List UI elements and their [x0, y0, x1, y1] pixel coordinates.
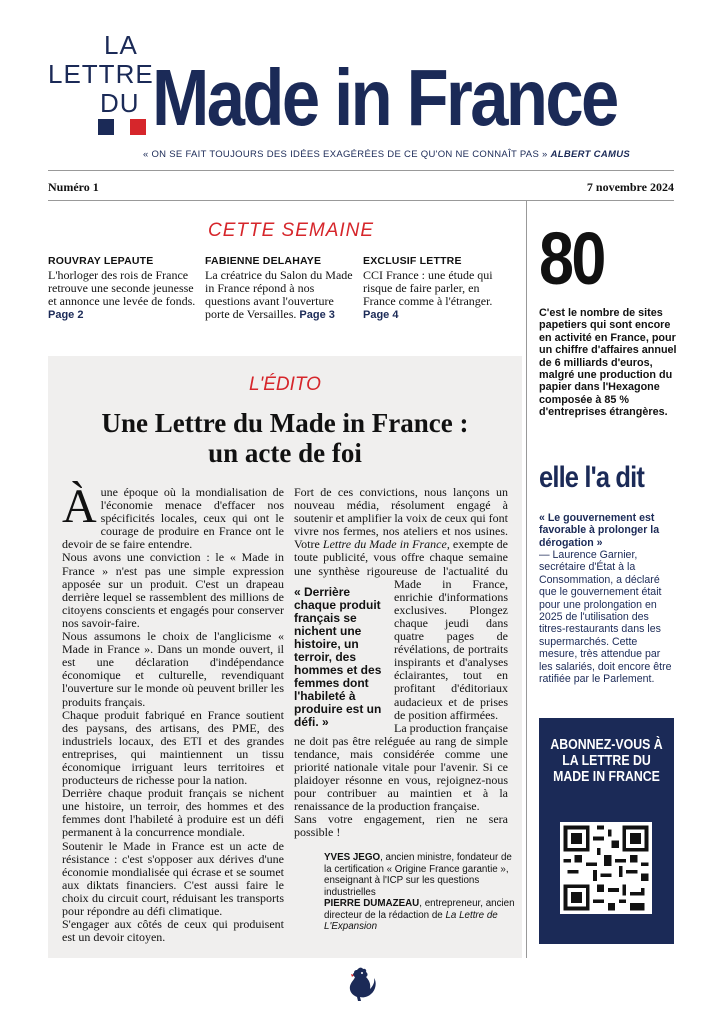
teaser-body: L'horloger des rois de France retrouve une seconde jeunesse et annonce une levée de fonds. [48, 268, 196, 308]
rooster-icon [343, 966, 377, 1002]
edito-title [48, 408, 522, 468]
said-title: elle l'a dit [539, 461, 644, 494]
issue-number: Numéro 1 [48, 180, 99, 194]
teaser-head: FABIENNE DELAHAYE [205, 255, 322, 267]
pull-quote: « Derrière chaque produit français se nichent une histoire, un terroir, des hommes et des femmes dont l'habileté à produire est un défi. » [294, 585, 382, 729]
teaser-3[interactable] [363, 255, 513, 322]
teaser-page-link[interactable]: Page 3 [299, 309, 335, 321]
signer-name: PIERRE DUMAZEAU [324, 898, 420, 909]
edito-paragraph: une époque où la mondialisation de l'économie menace d'effacer nos spécificités locales, ceux qui ont le courage de produire en France ont le devoir de se faire entendre. [62, 485, 284, 552]
masthead-line-la: LA [104, 30, 138, 60]
masthead-line-lettre: LETTRE [48, 59, 154, 89]
this-week-title: CETTE SEMAINE [208, 220, 375, 241]
quote-text: « ON SE FAIT TOUJOURS DES IDÉES EXAGÉRÉES DE CE QU'ON NE CONNAÎT PAS » [142, 149, 548, 160]
masthead-blue-square [98, 119, 114, 135]
masthead-line-du: DU [100, 88, 140, 118]
column-divider [526, 200, 527, 958]
signer-publication: La Lettre de L'Expansion [324, 909, 498, 932]
teaser-body: La créatrice du Salon du Made in France répond à nos questions avant l'ouverture porte de Versailles. [205, 268, 353, 321]
signer-desc: , ancien ministre, fondateur de la certification « Origine France garantie », enseignant à l'ICP sur les questions industrielles [324, 852, 512, 898]
publication-name: Lettre du Made in France [322, 537, 447, 552]
edito-paragraph: Derrière chaque produit français se nichent une histoire, un terroir, des hommes et des femmes dont l'habileté à produire est un défi permanent à la concurrence mondiale. [62, 786, 284, 840]
top-rule [48, 170, 674, 171]
edito-paragraph: Nous avons une conviction : le « Made in France » n'est pas une simple expression apposée sur un produit. C'est un drapeau derrière lequel se rassemblent des millions de citoyens conscients et engagés pour conserver nos savoir-faire. [62, 550, 284, 630]
stat-text: C'est le nombre de sites papetiers qui sont encore en activité en France, pour un chiffre d'affaires annuel de 6 milliards d'euros, malgré une production du papier dans l'Hexagone composée à 85 % d'entreprises étrangères. [539, 307, 677, 419]
teaser-page-link[interactable]: Page 2 [48, 309, 84, 321]
teaser-head: EXCLUSIF LETTRE [363, 255, 462, 267]
masthead-red-square [130, 119, 146, 135]
stat-number: 80 [539, 217, 604, 300]
quote-author: ALBERT CAMUS [550, 149, 630, 160]
masthead-title: Made in France [152, 53, 617, 142]
said-quote: « Le gouvernement est favorable à prolonger la dérogation » [539, 512, 660, 549]
subscribe-text[interactable]: ABONNEZ-VOUS À LA LETTRE DU MADE IN FRANCE [550, 737, 663, 785]
issue-date: 7 novembre 2024 [586, 180, 674, 194]
edito-paragraph: Fort de ces convictions, nous lançons un nouveau média, résolument engagé à soutenir et amplifier la voix de ceux qui font vivre nos fermes, nos ateliers et nos usines. Votre [294, 485, 508, 552]
edito-column-2-flow [294, 487, 508, 838]
edito-column-1 [62, 480, 284, 945]
edito-paragraph: S'engager aux côtés de ceux qui produisent est un devoir citoyen. [62, 917, 284, 945]
teaser-page-link[interactable]: Page 4 [363, 309, 399, 321]
teaser-body: CCI France : une étude qui risque de faire parler, en France comme à l'étranger. [363, 268, 493, 308]
said-body: — Laurence Garnier, secrétaire d'État à la Consommation, a déclaré que le gouvernement était pour une prolongation en 2025 de l'utilisation des titres-restaurants dans les supermarchés. Cette mesure, très attendue par les salariés, doit encore être ratifiée par le Parlement. [539, 549, 672, 686]
masthead-small-lines [48, 32, 154, 119]
signatures [324, 852, 520, 933]
edito-paragraph: Chaque produit fabriqué en France soutient des paysans, des artisans, des PME, des industriels locaux, des ETI et des grandes entreprises, qui maintiennent un tissu économique irriguant leurs territoires et producteurs de richesse pour la nation. [62, 707, 284, 788]
edito-paragraph: La production française ne doit pas être reléguée au rang de simple tendance, mais considérée comme une priorité nationale vitale pour l'avenir. Si ce plaidoyer résonne en vous, rejoignez-nous pour contribuer au maintien et à la renaissance de la production française. [294, 720, 508, 814]
teaser-2[interactable] [205, 255, 355, 322]
header-rule [48, 200, 674, 201]
teaser-1[interactable] [48, 255, 198, 322]
edito-paragraph: Nous assumons le choix de l'anglicisme « Made in France ». Dans un monde ouvert, il est une déclaration d'indépendance économique et culturelle, revendiquant l'ouverture sur le monde où peuvent briller les produits français. [62, 629, 284, 709]
masthead-quote [143, 149, 630, 160]
qr-code-icon[interactable] [560, 822, 652, 914]
signer-desc: , entrepreneur, ancien directeur de la rédaction de [324, 898, 515, 921]
edito-paragraph: Sans votre engagement, rien ne sera possible ! [294, 812, 508, 840]
teaser-head: ROUVRAY LEPAUTE [48, 255, 154, 267]
edito-kicker: L'ÉDITO [249, 374, 321, 395]
subscribe-box[interactable] [539, 718, 674, 944]
signer-name: YVES JEGO [324, 852, 381, 863]
edito-title-line-1: Une Lettre du Made in France : [101, 408, 469, 438]
edito-paragraph: Soutenir le Made in France est un acte de résistance : c'est s'opposer aux dérives d'une économie mondialisée qui écrase et se soumet aux diktats financiers. C'est aussi faire le choix du circuit court, réduisant les transports pour répondre au défi climatique. [62, 838, 284, 918]
drop-cap: À [62, 480, 97, 533]
edito-paragraph: , exempte de toute publicité, vous offre chaque semaine une synthèse rigoureuse de l'actualité du Made in France, enrichie d'informations exclusives. Plongez chaque jeudi dans quatre pages de révélations, de portraits inspirants et d'analyses éclairantes, tout en profitant d'éditoriaux audacieux et de prises de position affirmées. [294, 537, 509, 722]
edito-title-line-2: un acte de foi [208, 438, 362, 468]
